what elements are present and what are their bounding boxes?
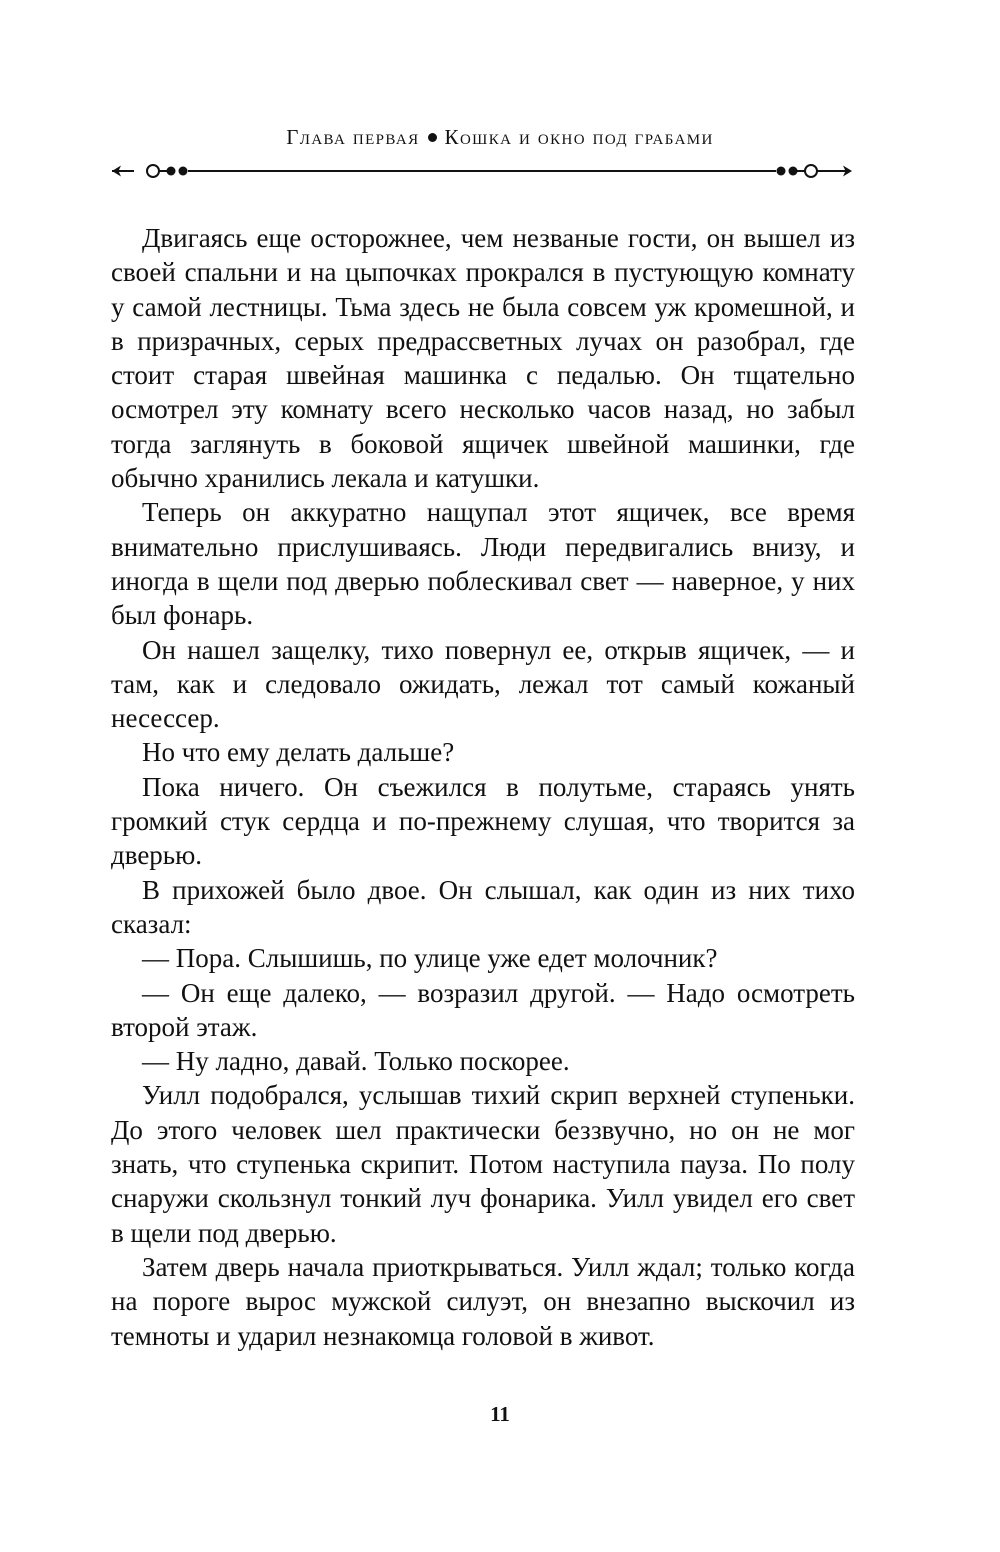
paragraph: В прихожей было двое. Он слышал, как один из них тихо сказал: <box>111 874 855 939</box>
paragraph: Но что ему делать дальше? <box>142 737 455 768</box>
chapter-label: Глава первая <box>286 125 420 149</box>
paragraph: Двигаясь еще осторожнее, чем незваные гости, он вышел из своей спальни и на цыпочках прокрался в пустующую комнату у самой лестницы. Тьма здесь не была совсем уж кромешной, и в призрачных, серых предрассветных лучах он разобрал, где стоит старая швейная машинка с педалью. Он тщательно осмотрел эту комнату всего несколько часов назад, но забыл тогда заглянуть в боковой ящичек швейной машинки, где обычно хранились лекала и катушки. <box>111 223 855 494</box>
body-text <box>111 221 855 1353</box>
paragraph: Затем дверь начала приоткрываться. Уилл ждал; только когда на пороге вырос мужской силуэт, он внезапно выскочил из темноты и ударил незнакомца головой в живот. <box>111 1251 855 1351</box>
paragraph: Пока ничего. Он съежился в полутьме, стараясь унять громкий стук сердца и по-прежнему слушая, что творится за дверью. <box>111 771 855 871</box>
dialogue-line: — Ну ладно, давай. Только поскорее. <box>142 1046 570 1077</box>
chapter-title: Кошка и окно под грабами <box>444 125 714 149</box>
page-number: 11 <box>490 1402 510 1426</box>
paragraph: Уилл подобрался, услышав тихий скрип верхней ступеньки. До этого человек шел практически беззвучно, но он не мог знать, что ступенька скрипит. Потом наступила пауза. По полу снаружи скользнул тонкий луч фонарика. Уилл увидел его свет в щели под дверью. <box>111 1080 855 1248</box>
bullet-separator-icon <box>428 133 437 142</box>
dialogue-line: — Пора. Слышишь, по улице уже едет молочник? <box>142 943 718 974</box>
paragraph: Он нашел защелку, тихо повернул ее, открыв ящичек, — и там, как и следовало ожидать, лежал тот самый кожаный несессер. <box>111 634 855 734</box>
dialogue-line: — Он еще далеко, — возразил другой. — Надо осмотреть второй этаж. <box>111 977 855 1042</box>
running-head <box>0 122 1000 152</box>
right-ornament-icon <box>777 165 853 177</box>
paragraph: Теперь он аккуратно нащупал этот ящичек, все время внимательно прислушиваясь. Люди передвигались внизу, и иногда в щели под дверью поблескивал свет — наверное, у них был фонарь. <box>111 497 855 631</box>
left-ornament-icon <box>112 165 188 177</box>
ornamental-rule <box>112 160 852 182</box>
